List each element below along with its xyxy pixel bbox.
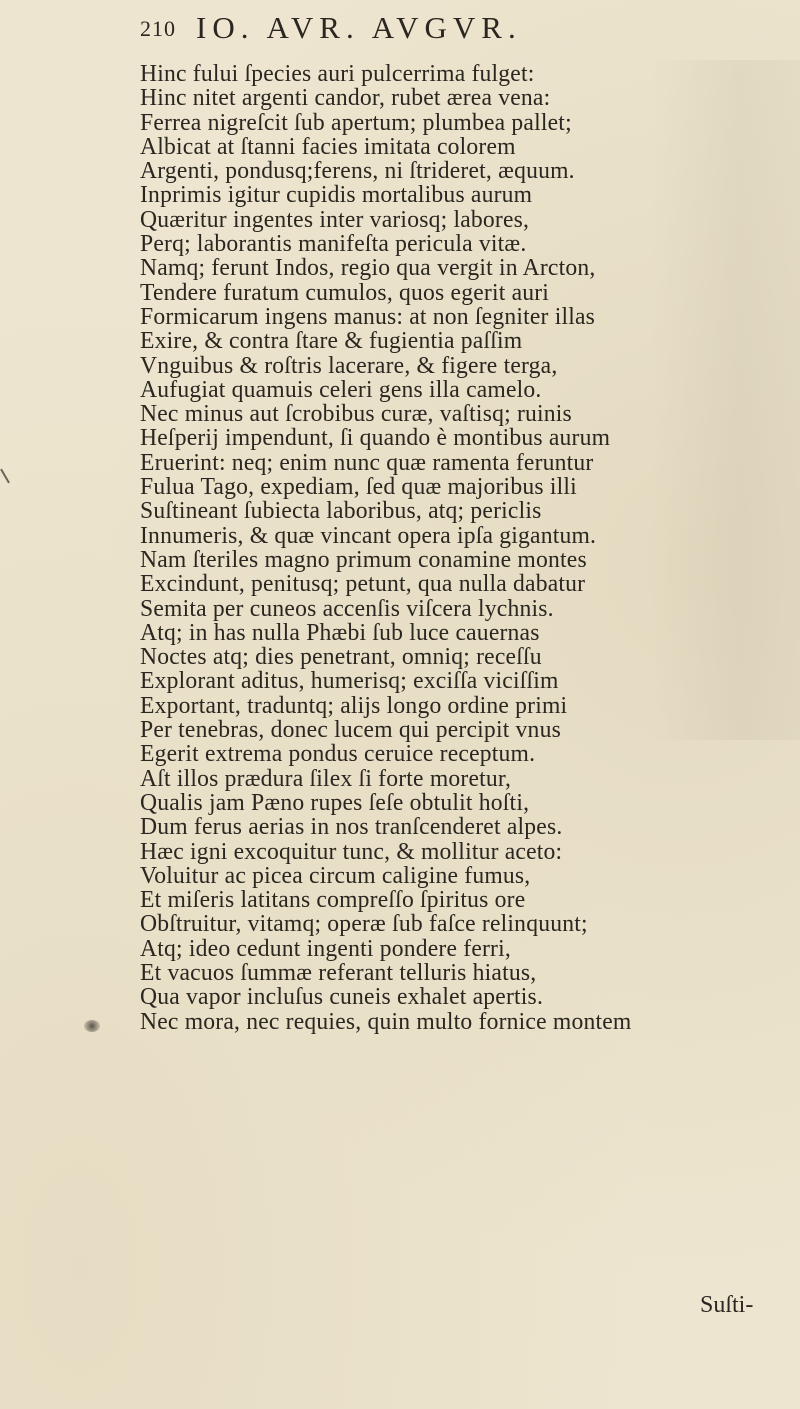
verse-line: Eruerint: neq; enim nunc quæ ramenta feruntur (140, 449, 594, 476)
verse-line: Aſt illos prædura ſilex ſi forte moretur, (140, 765, 512, 792)
verse-line: Hinc nitet argenti candor, rubet ærea vena: (140, 85, 551, 112)
verse-line: Formicarum ingens manus: at non ſegniter illas (140, 303, 596, 330)
poem-text (140, 62, 780, 1034)
verse-line: Aufugiat quamuis celeri gens illa camelo. (140, 376, 542, 403)
verse-line: Semita per cuneos accenſis viſcera lychnis. (140, 595, 554, 622)
running-head: IO. AVR. AVGVR. (196, 10, 522, 45)
verse-line: Atq; ideo cedunt ingenti pondere ferri, (140, 935, 511, 962)
verse-line: Explorant aditus, humerisq; exciſſa viciſſim (140, 668, 559, 695)
verse-line: Inprimis igitur cupidis mortalibus aurum (140, 182, 533, 209)
verse-line: Qualis jam Pæno rupes ſeſe obtulit hoſti, (140, 789, 530, 816)
verse-line: Egerit extrema pondus ceruice receptum. (140, 741, 536, 768)
verse-line: Et vacuos ſummæ referant telluris hiatus, (140, 959, 537, 986)
verse-line: Atq; in has nulla Phæbi ſub luce cauernas (140, 619, 540, 646)
verse-line: Exportant, traduntq; alijs longo ordine primi (140, 692, 568, 719)
verse-line: Nec mora, nec requies, quin multo fornice montem (140, 1008, 632, 1035)
verse-line: Qua vapor incluſus cuneis exhalet apertis. (140, 984, 544, 1011)
verse-line: Nam ſteriles magno primum conamine montes (140, 546, 587, 573)
verse-line: Nec minus aut ſcrobibus curæ, vaſtisq; ruinis (140, 401, 572, 428)
verse-line: Noctes atq; dies penetrant, omniq; receſſu (140, 644, 542, 671)
ink-blot (84, 1020, 100, 1032)
verse-line: Excindunt, penitusq; petunt, qua nulla dabatur (140, 571, 586, 598)
verse-line: Obſtruitur, vitamq; operæ ſub faſce relinquunt; (140, 911, 588, 938)
verse-line: Hæc igni excoquitur tunc, & mollitur aceto: (140, 838, 563, 865)
verse-line: Heſperij impendunt, ſi quando è montibus aurum (140, 425, 611, 452)
verse-line: Albicat at ſtanni facies imitata colorem (140, 133, 516, 160)
verse-line: Tendere furatum cumulos, quos egerit auri (140, 279, 550, 306)
verse-line: Hinc fului ſpecies auri pulcerrima fulget: (140, 61, 535, 87)
verse-line: Voluitur ac picea circum caligine fumus, (140, 862, 531, 889)
verse-line: Perq; laborantis manifeſta pericula vitæ. (140, 231, 527, 258)
verse-line: Quæritur ingentes inter variosq; labores, (140, 206, 530, 233)
verse-line: Et miſeris latitans compreſſo ſpiritus ore (140, 887, 526, 914)
verse-line: Per tenebras, donec lucem qui percipit vnus (140, 717, 561, 744)
margin-mark (0, 469, 10, 484)
catchword: Suſti- (700, 1292, 754, 1318)
verse-line: Innumeris, & quæ vincant opera ipſa gigantum. (140, 522, 597, 549)
verse-line: Suſtineant ſubiecta laboribus, atq; periclis (140, 498, 542, 525)
verse-line: Vnguibus & roſtris lacerare, & figere terga, (140, 352, 558, 379)
page-number: 210 (140, 16, 176, 41)
verse-line: Exire, & contra ſtare & fugientia paſſim (140, 328, 523, 355)
verse-line: Dum ferus aerias in nos tranſcenderet alpes. (140, 814, 563, 841)
page-header (140, 10, 700, 50)
verse-line: Ferrea nigreſcit ſub apertum; plumbea pallet; (140, 109, 572, 136)
verse-line: Fulua Tago, expediam, ſed quæ majoribus illi (140, 474, 577, 501)
verse-line: Argenti, pondusq;ferens, ni ſtrideret, æquum. (140, 158, 575, 185)
verse-line: Namq; ferunt Indos, regio qua vergit in Arcton, (140, 255, 596, 282)
